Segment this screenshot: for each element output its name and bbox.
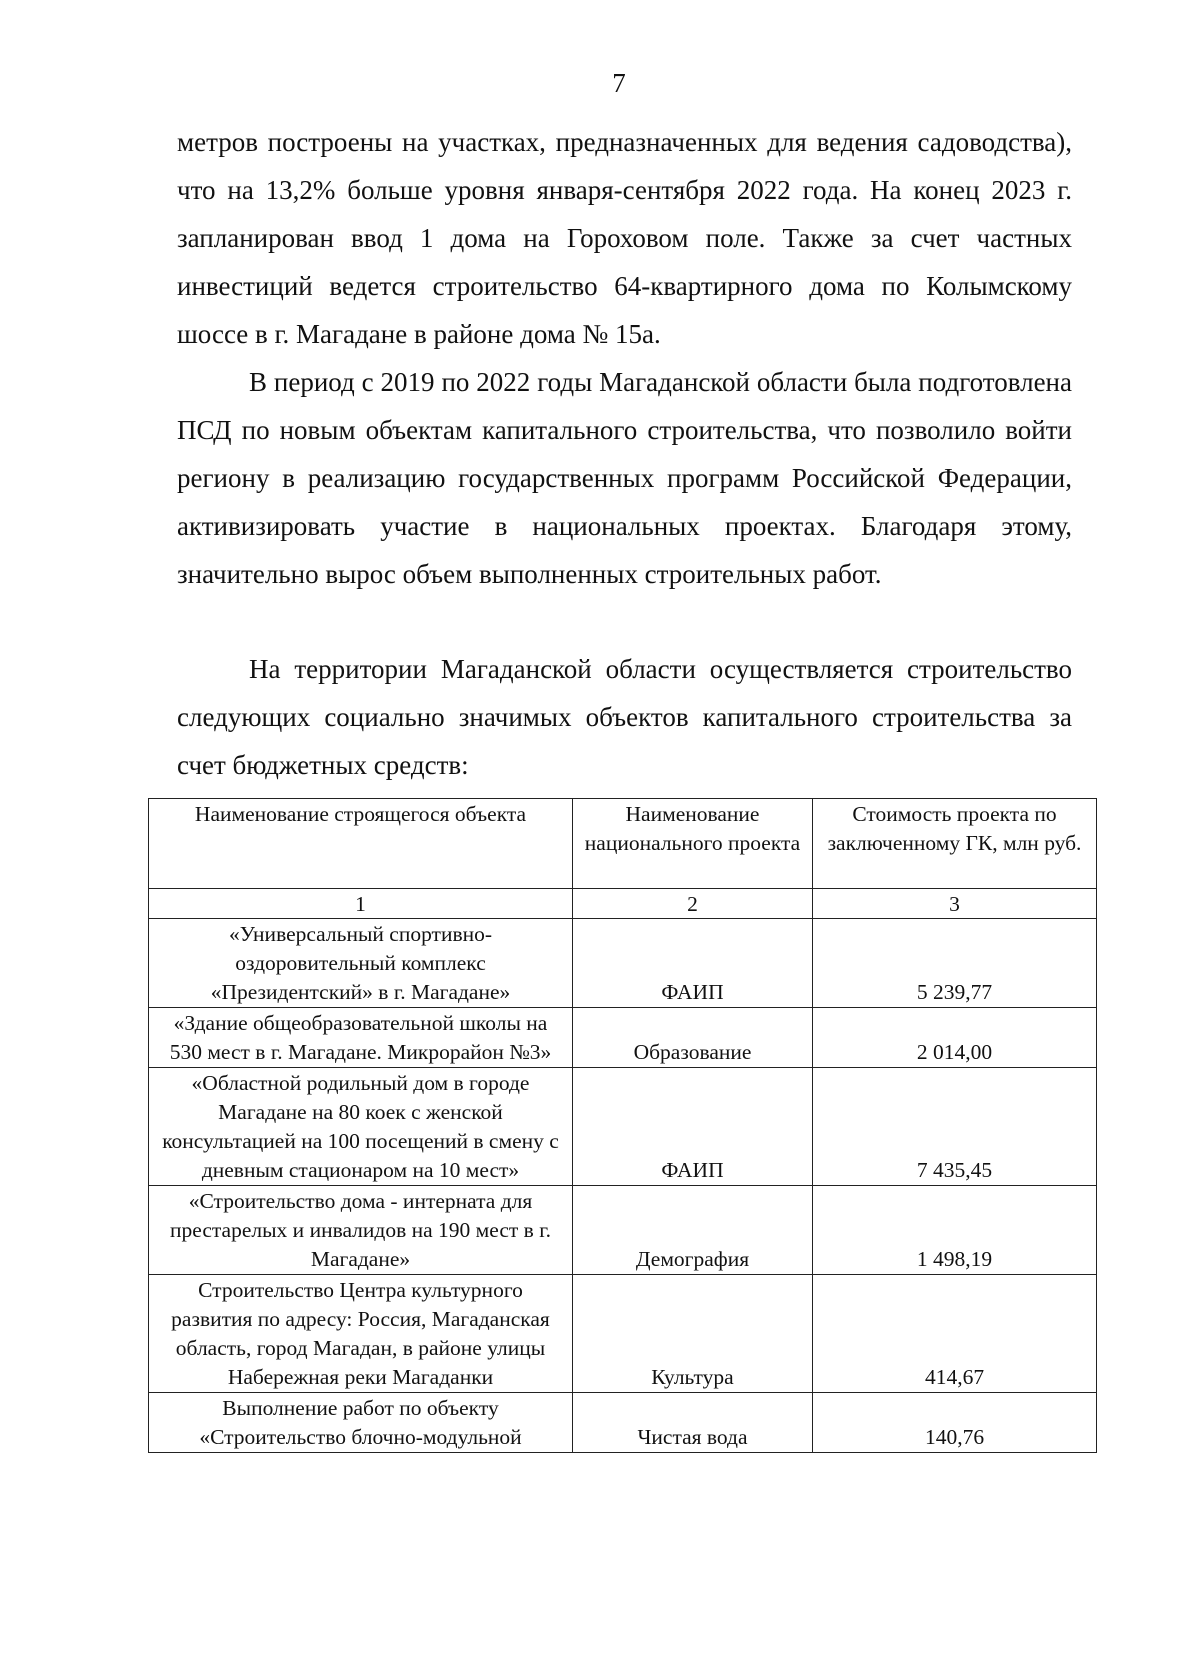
object-name-cell: «Здание общеобразовательной школы на 530 мест в г. Магадане. Микрорайон №3»	[149, 1008, 573, 1068]
project-cost-cell: 5 239,77	[813, 919, 1097, 1008]
table-row	[149, 1393, 1097, 1453]
header-national-project: Наименование национального проекта	[573, 799, 813, 889]
table-row	[149, 1186, 1097, 1275]
table-row	[149, 1275, 1097, 1393]
page-number: 7	[612, 68, 626, 98]
object-name-cell: «Универсальный спортивно-оздоровительный комплекс «Президентский» в г. Магадане»	[149, 919, 573, 1008]
table-header-row	[149, 799, 1097, 889]
column-number-row	[149, 889, 1097, 919]
column-number: 1	[149, 889, 573, 919]
project-cost-cell: 140,76	[813, 1393, 1097, 1453]
column-number: 3	[813, 889, 1097, 919]
national-project-cell: Чистая вода	[573, 1393, 813, 1453]
object-name-cell: Строительство Центра культурного развития по адресу: Россия, Магаданская область, город Магадан, в районе улицы Набережная реки Магаданки	[149, 1275, 573, 1393]
paragraph-3: На территории Магаданской области осуществляется строительство следующих социально значимых объектов капитального строительства за счет бюджетных средств:	[177, 654, 1072, 780]
column-number: 2	[573, 889, 813, 919]
paragraph-1: метров построены на участках, предназначенных для ведения садоводства), что на 13,2% больше уровня января-сентября 2022 года. На конец 2023 г. запланирован ввод 1 дома на Гороховом поле. Также за счет частных инвестиций ведется строительство 64-квартирного дома по Колымскому шоссе в г. Магадане в районе дома № 15а.	[177, 127, 1072, 349]
project-cost-cell: 414,67	[813, 1275, 1097, 1393]
project-cost-cell: 1 498,19	[813, 1186, 1097, 1275]
construction-objects-table	[148, 798, 1097, 1453]
project-cost-cell: 7 435,45	[813, 1068, 1097, 1186]
header-project-cost: Стоимость проекта по заключенному ГК, млн руб.	[813, 799, 1097, 889]
table-row	[149, 1008, 1097, 1068]
national-project-cell: Образование	[573, 1008, 813, 1068]
table-row	[149, 919, 1097, 1008]
object-name-cell: Выполнение работ по объекту «Строительство блочно-модульной	[149, 1393, 573, 1453]
national-project-cell: ФАИП	[573, 919, 813, 1008]
national-project-cell: Демография	[573, 1186, 813, 1275]
paragraph-2: В период с 2019 по 2022 годы Магаданской области была подготовлена ПСД по новым объектам капитального строительства, что позволило войти региону в реализацию государственных программ Российской Федерации, активизировать участие в национальных проектах. Благодаря этому, значительно вырос объем выполненных строительных работ.	[177, 367, 1072, 589]
national-project-cell: Культура	[573, 1275, 813, 1393]
project-cost-cell: 2 014,00	[813, 1008, 1097, 1068]
object-name-cell: «Областной родильный дом в городе Магадане на 80 коек с женской консультацией на 100 посещений в смену с дневным стационаром на 10 мест»	[149, 1068, 573, 1186]
table-row	[149, 1068, 1097, 1186]
object-name-cell: «Строительство дома - интерната для престарелых и инвалидов на 190 мест в г. Магадане»	[149, 1186, 573, 1275]
national-project-cell: ФАИП	[573, 1068, 813, 1186]
header-object-name: Наименование строящегося объекта	[149, 799, 573, 889]
